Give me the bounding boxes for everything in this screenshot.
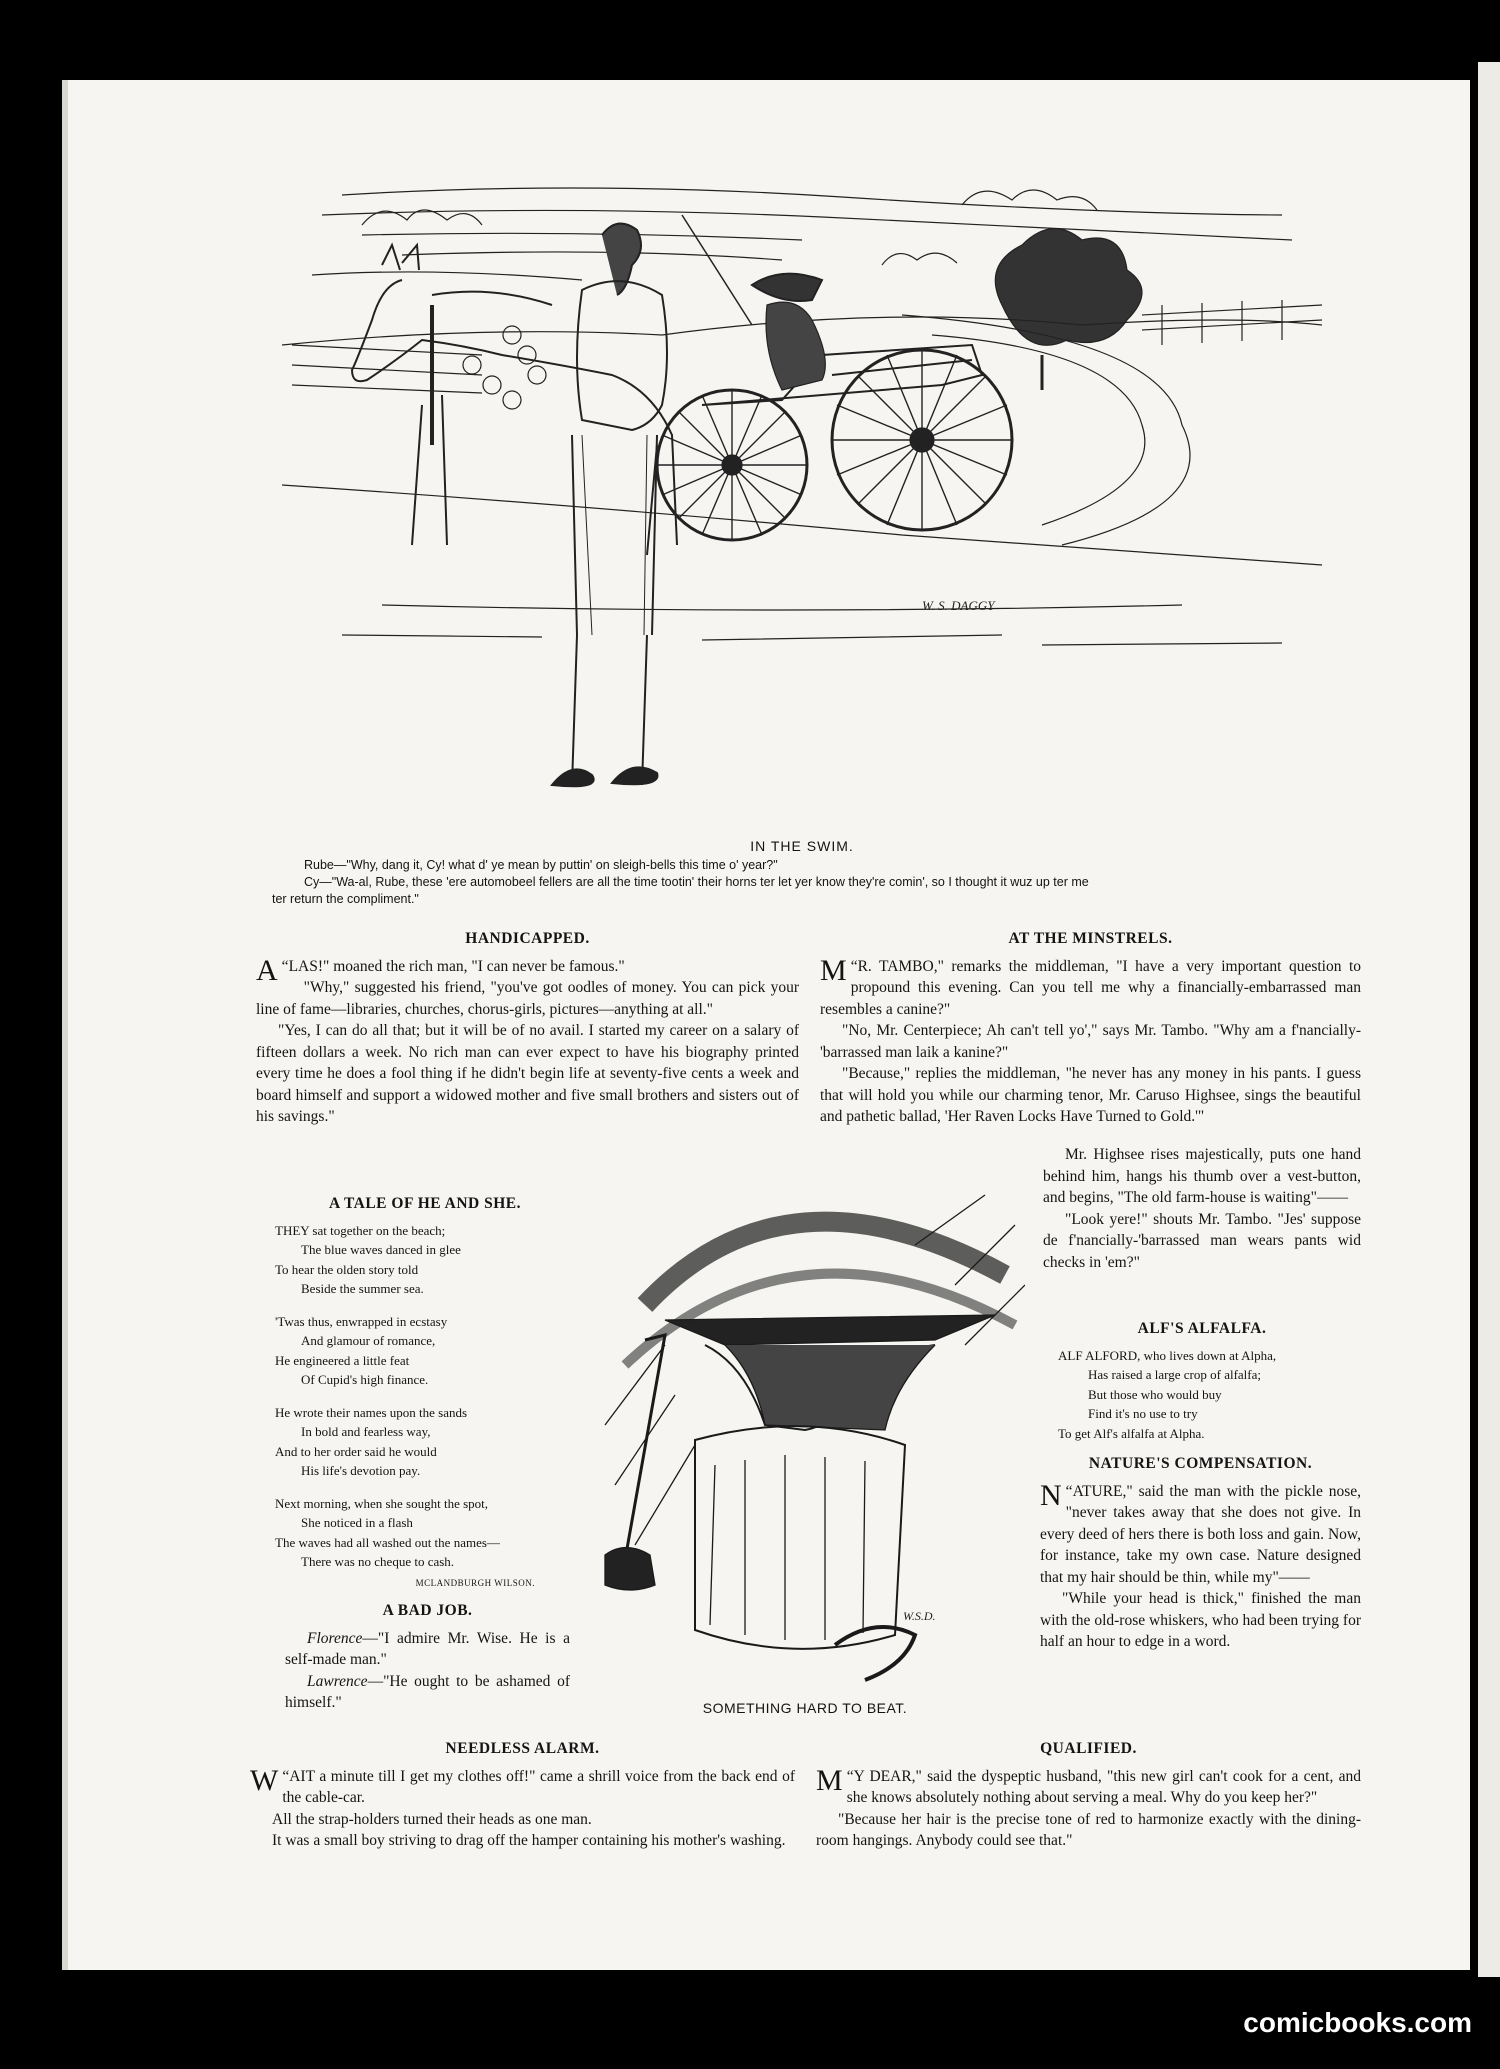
- anvil-drawing: [585, 1165, 1025, 1695]
- drop-cap: N: [1040, 1478, 1062, 1512]
- verse-line: ALF ALFORD, who lives down at Alpha,: [1058, 1347, 1277, 1363]
- bad-job-title: A BAD JOB.: [382, 1602, 473, 1619]
- alfalfa-verses: [1043, 1346, 1361, 1444]
- drop-cap: M: [816, 1763, 843, 1797]
- verse-line: His life's devotion pay.: [301, 1463, 421, 1478]
- needless-alarm-article: [250, 1738, 795, 1852]
- bad-job-line-1: [285, 1628, 570, 1671]
- anvil-illustration: [585, 1165, 1025, 1695]
- verse-line: And to her order said he would: [275, 1443, 437, 1459]
- minstrels-p5: "Look yere!" shouts Mr. Tambo. "Jes' suppose de f'nancially-'barrassed man wears pants wid checks in 'em?": [1043, 1210, 1361, 1271]
- top-cartoon-caption: [272, 857, 1357, 908]
- verse-line: Beside the summer sea.: [301, 1281, 424, 1296]
- stanza-2: [275, 1312, 575, 1390]
- minstrels-continued: [1043, 1144, 1361, 1273]
- caption-line-1: Rube—"Why, dang it, Cy! what d' ye mean by puttin' on sleigh-bells this time o' year?": [304, 858, 778, 872]
- verse-line: But those who would buy: [1088, 1386, 1222, 1402]
- bad-job-article: [285, 1600, 570, 1714]
- speaker-name: Florence: [307, 1629, 363, 1647]
- facing-page-edge: [1478, 62, 1500, 1977]
- site-watermark: comicbooks.com: [1243, 2007, 1472, 2038]
- tale-title: A TALE OF HE AND SHE.: [329, 1195, 521, 1212]
- verse-line: Has raised a large crop of alfalfa;: [1088, 1367, 1262, 1382]
- dialogue: —"He ought to be ashamed of himself.": [285, 1672, 570, 1711]
- verse-line: The blue waves danced in glee: [301, 1242, 461, 1257]
- verse-line: And glamour of romance,: [301, 1333, 436, 1348]
- verse-line: Next morning, when she sought the spot,: [275, 1495, 489, 1511]
- poem-author: MCLANDBURGH WILSON.: [415, 1577, 535, 1588]
- nature-title: NATURE'S COMPENSATION.: [1088, 1455, 1313, 1472]
- drop-cap: M: [820, 953, 847, 987]
- minstrels-article: [820, 928, 1361, 1128]
- qualified-p1: “ M Y DEAR," said the dyspeptic husband, "this new girl can't cook for a cent, and she knows absolutely nothing about serving a meal. Why do you keep her?": [816, 1763, 1361, 1806]
- minstrels-p1-text: R. TAMBO," remarks the middleman, "I have a very important question to propound this evening. Can you tell me why a financially-embarrassed man resembles a canine?": [820, 957, 1361, 1018]
- handicapped-paragraph: “ A LAS!" moaned the rich man, "I can never be famous.": [256, 953, 625, 987]
- nature-p1: “ N ATURE," said the man with the pickle nose, "never takes away that she does not give. In every deed of hers there is both loss and gain. Now, for instance, take my own case. Nature designed that my hair should be thin, while my"——: [1040, 1478, 1361, 1586]
- verse-line: The waves had all washed out the names—: [275, 1534, 500, 1550]
- needless-p1-text: AIT a minute till I get my clothes off!" came a shrill voice from the back end of the cable-car.: [282, 1767, 795, 1806]
- needless-p3: It was a small boy striving to drag off the hamper containing his mother's washing.: [272, 1832, 786, 1849]
- verse-line: Of Cupid's high finance.: [301, 1372, 429, 1387]
- alfalfa-title: ALF'S ALFALFA.: [1137, 1320, 1267, 1337]
- horse-buggy-illustration: [282, 185, 1322, 830]
- qualified-title: QUALIFIED.: [1040, 1740, 1137, 1757]
- caption-line-2: Cy—"Wa-al, Rube, these 'ere automobeel fellers are all the time tootin' their horns ter let yer know they're comin', so I thought it wuz up ter me: [304, 875, 1089, 889]
- minstrels-p2: "No, Mr. Centerpiece; Ah can't tell yo'," says Mr. Tambo. "Why am a f'nancially-'barrassed man laik a kanine?": [820, 1022, 1361, 1061]
- drop-cap: W: [250, 1763, 279, 1797]
- needless-p2: All the strap-holders turned their heads as one man.: [272, 1810, 592, 1828]
- caption-line-3: ter return the compliment.": [272, 892, 419, 906]
- anvil-monogram: W.S.D.: [903, 1609, 936, 1623]
- nature-p1-text: ATURE," said the man with the pickle nose, "never takes away that she does not give. In every deed of hers there is both loss and gain. Now, for instance, take my own case. Nature designed that my hair should be thin, while my"——: [1040, 1482, 1361, 1586]
- handicapped-p3: "Yes, I can do all that; but it will be of no avail. I started my career on a salary of fifteen dollars a week. No rich man can ever expect to have his biography printed every time he does a fool thing if he didn't begin life at seventy-five cents a week and board himself and support a widowed mother and five small brothers and sisters out of his savings.": [256, 1022, 799, 1125]
- verse-line: He wrote their names upon the sands: [275, 1404, 468, 1420]
- horse-buggy-drawing: [282, 185, 1322, 830]
- verse-line: 'Twas thus, enwrapped in ecstasy: [275, 1313, 448, 1329]
- qualified-p2: "Because her hair is the precise tone of red to harmonize exactly with the dining-room hangings. Anybody could see that.": [816, 1810, 1361, 1849]
- minstrels-title: AT THE MINSTRELS.: [1008, 930, 1173, 947]
- cartoon-signature: W. S. DAGGY: [922, 598, 995, 613]
- bad-job-line-2: [285, 1671, 570, 1714]
- minstrels-p1: “ M R. TAMBO," remarks the middleman, "I have a very important question to propound this evening. Can you tell me why a financially-embarrassed man resembles a canine?": [820, 953, 1361, 1018]
- minstrels-p3: "Because," replies the middleman, "he never has any money in his pants. I guess that will hold you while our charming tenor, Mr. Caruso Highsee, sings the beautiful and pathetic ballad, 'Her Raven Locks Have Turned to Gold.'": [820, 1065, 1361, 1125]
- verse-line: There was no cheque to cash.: [301, 1554, 455, 1569]
- tale-verses: [275, 1221, 575, 1594]
- anvil-caption: SOMETHING HARD TO BEAT.: [702, 1700, 908, 1716]
- nature-article: [1040, 1453, 1361, 1653]
- verse-line: Find it's no use to try: [1088, 1406, 1198, 1421]
- needless-alarm-title: NEEDLESS ALARM.: [445, 1740, 600, 1757]
- verse-line: He engineered a little feat: [275, 1352, 410, 1368]
- verse-line: In bold and fearless way,: [301, 1424, 431, 1439]
- alfalfa-poem: [1043, 1318, 1361, 1443]
- handicapped-article: [256, 928, 799, 1128]
- verse-line: To get Alf's alfalfa at Alpha.: [1058, 1425, 1205, 1441]
- handicapped-p2: "Why," suggested his friend, "you've got oodles of money. You can pick your line of fame—libraries, churches, chorus-girls, pictures—anything at all.": [256, 979, 799, 1018]
- tale-poem: [275, 1193, 575, 1593]
- needless-p1: “ W AIT a minute till I get my clothes off!" came a shrill voice from the back end of the cable-car.: [250, 1763, 795, 1806]
- handicapped-title: HANDICAPPED.: [465, 930, 590, 947]
- stanza-1: [275, 1221, 575, 1299]
- stanza-3: [275, 1403, 575, 1481]
- top-cartoon-title: IN THE SWIM.: [750, 838, 854, 854]
- minstrels-p4: Mr. Highsee rises majestically, puts one hand behind him, hangs his thumb over a vest-button, and begins, "The old farm-house is waiting"——: [1043, 1146, 1361, 1206]
- verse-line: THEY sat together on the beach;: [275, 1222, 446, 1238]
- qualified-article: [816, 1738, 1361, 1852]
- qualified-p1-text: Y DEAR," said the dyspeptic husband, "this new girl can't cook for a cent, and she knows absolutely nothing about serving a meal. Why do you keep her?": [846, 1767, 1361, 1806]
- drop-cap: A: [256, 953, 278, 987]
- speaker-name: Lawrence: [307, 1672, 368, 1690]
- nature-p2: "While your head is thick," finished the man with the old-rose whiskers, who had been trying for half an hour to edge in a word.: [1040, 1590, 1361, 1650]
- verse-line: She noticed in a flash: [301, 1515, 413, 1530]
- stanza-4: [275, 1494, 575, 1572]
- handicapped-p1: LAS!" moaned the rich man, "I can never be famous.": [288, 957, 625, 975]
- verse-line: To hear the olden story told: [275, 1261, 419, 1277]
- dialogue: —"I admire Mr. Wise. He is a self-made man.": [285, 1629, 570, 1668]
